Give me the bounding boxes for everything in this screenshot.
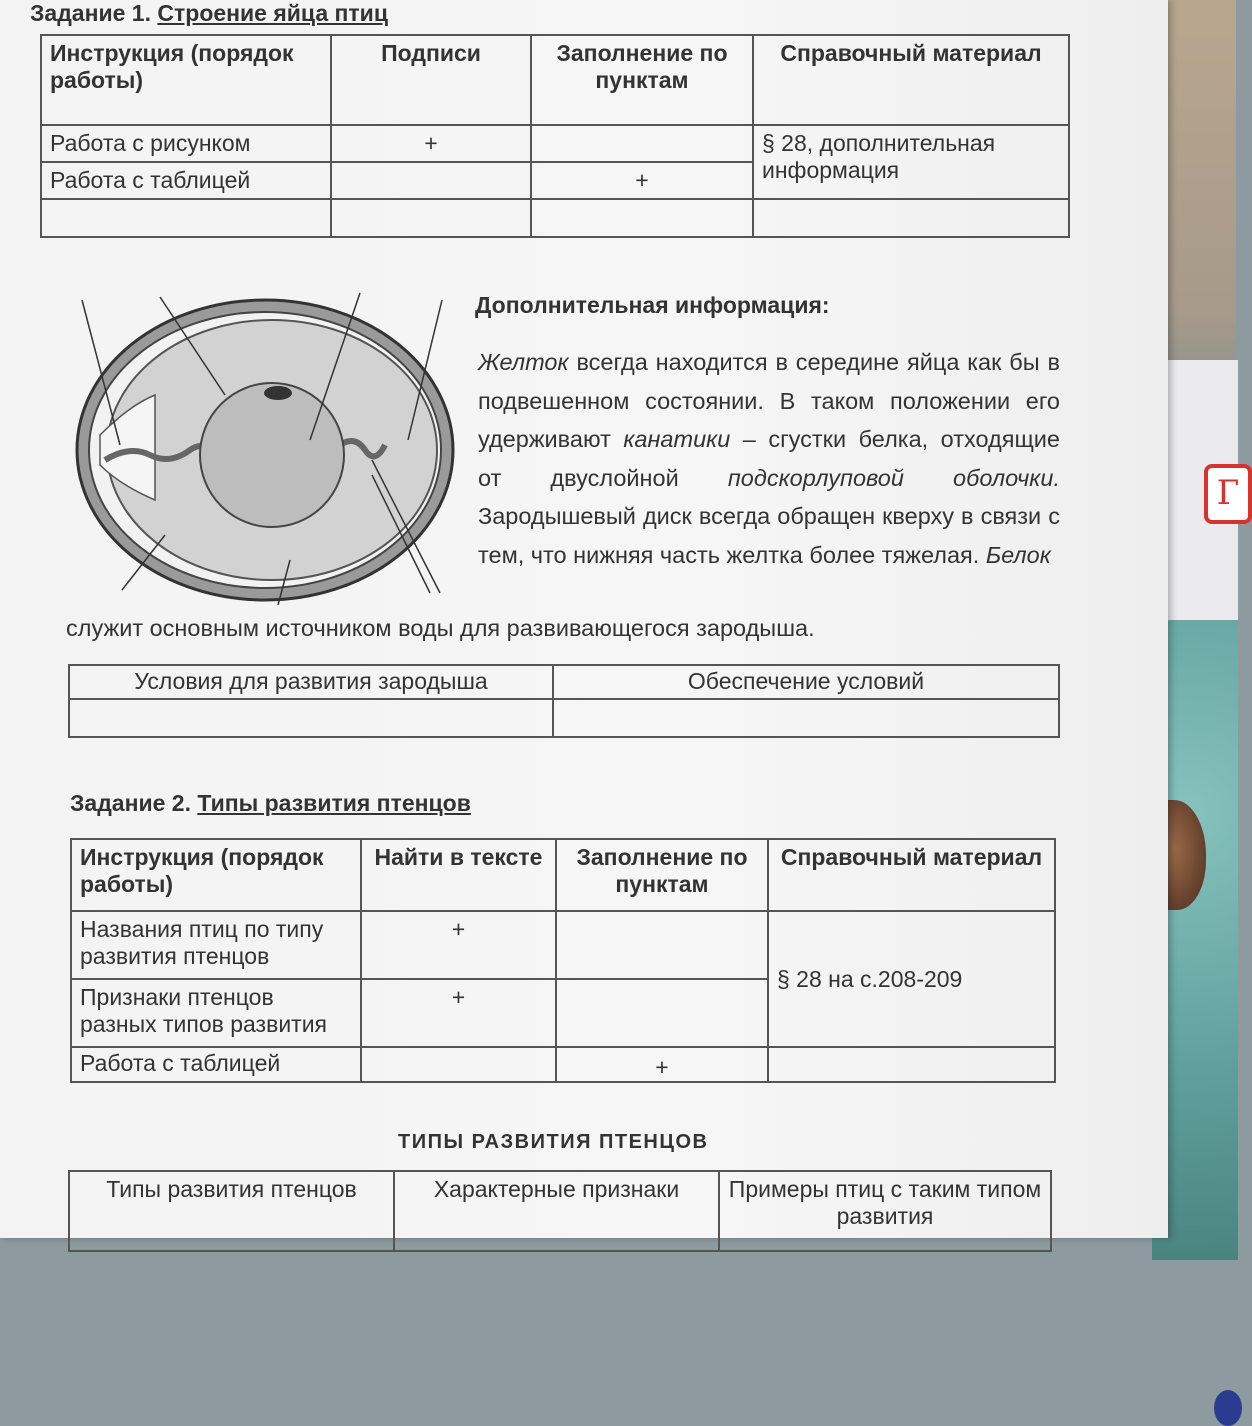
task1-header-labels: Подписи xyxy=(331,35,531,125)
egg-diagram xyxy=(60,285,460,615)
conditions-header-1: Обеспечение условий xyxy=(553,665,1059,699)
task2-header-fill: Заполнение по пунктам xyxy=(556,839,768,911)
task1-cell-0-2 xyxy=(531,125,753,162)
task1-header-reference: Справочный материал xyxy=(753,35,1069,125)
types-table xyxy=(68,1170,1052,1252)
yolk-term: Желток xyxy=(478,349,569,375)
task2-topic: Типы развития птенцов xyxy=(197,790,471,816)
types-header-1: Характерные признаки xyxy=(394,1171,719,1251)
task2-cell-2-3 xyxy=(768,1047,1055,1082)
conditions-cell-1 xyxy=(553,699,1059,737)
types-header-0: Типы развития птенцов xyxy=(69,1171,394,1251)
task2-cell-0-2 xyxy=(556,911,768,979)
conditions-table xyxy=(68,664,1060,738)
task2-label: Задание 2. xyxy=(70,790,191,816)
task1-cell-1-2: + xyxy=(531,162,753,199)
types-table-title: ТИПЫ РАЗВИТИЯ ПТЕНЦОВ xyxy=(398,1131,709,1153)
task2-cell-1-2 xyxy=(556,979,768,1047)
types-header-2: Примеры птиц с таким типом развития xyxy=(719,1171,1051,1251)
task2-header-instruction: Инструкция (порядок работы) xyxy=(71,839,361,911)
info-heading: Дополнительная информация: xyxy=(475,292,830,318)
egg-white-term: Белок xyxy=(985,541,1051,568)
blue-dot-picture xyxy=(1214,1390,1242,1426)
task1-label: Задание 1. xyxy=(30,0,151,26)
task1-cell-reference: § 28, дополнительная информация xyxy=(753,125,1069,199)
task1-header-instruction: Инструкция (порядок работы) xyxy=(41,35,331,125)
task2-cell-0-0: Названия птиц по типу развития птенцов xyxy=(71,911,361,979)
task2-cell-1-1: + xyxy=(361,979,556,1047)
task1-cell-2-3 xyxy=(753,199,1069,237)
task1-header-fill: Заполнение по пунктам xyxy=(531,35,753,125)
task2-table xyxy=(70,838,1056,1083)
info-paragraph: Желток всегда находится в середине яйца как бы в подвешенном состоянии. В таком положении его удерживают канатики – сгустки белка, отходящие от двуслойной подскорлуповой оболочки. Зародышевый диск всегда обращен кверху в связи с тем, что нижняя часть желтка более тяжелая. Белок xyxy=(478,349,1061,568)
book-logo-icon: Г xyxy=(1204,464,1252,524)
task1-cell-2-0 xyxy=(41,199,331,237)
germinal-disc xyxy=(264,386,292,400)
task2-cell-1-0: Признаки птенцов разных типов развития xyxy=(71,979,361,1047)
task2-cell-2-2: + xyxy=(556,1047,768,1082)
task2-header-reference: Справочный материал xyxy=(768,839,1055,911)
task2-title xyxy=(70,790,471,817)
task2-header-find: Найти в тексте xyxy=(361,839,556,911)
membrane-term: подскорлуповой оболочки. xyxy=(727,464,1061,491)
task2-cell-2-1 xyxy=(361,1047,556,1082)
task1-cell-1-0: Работа с таблицей xyxy=(41,162,331,199)
info-last-line: служит основным источником воды для развивающегося зародыша. xyxy=(66,615,815,641)
task1-table xyxy=(40,34,1070,238)
conditions-cell-0 xyxy=(69,699,553,737)
task1-cell-2-2 xyxy=(531,199,753,237)
conditions-header-0: Условия для развития зародыша xyxy=(69,665,553,699)
task1-cell-0-1: + xyxy=(331,125,531,162)
task1-cell-0-0: Работа с рисунком xyxy=(41,125,331,162)
task2-cell-2-0: Работа с таблицей xyxy=(71,1047,361,1082)
task2-cell-reference: § 28 на с.208-209 xyxy=(768,911,1055,1047)
task1-title xyxy=(30,0,388,27)
task2-cell-0-1: + xyxy=(361,911,556,979)
task1-cell-1-1 xyxy=(331,162,531,199)
task1-cell-2-1 xyxy=(331,199,531,237)
chalaza-term: канатики xyxy=(623,426,731,452)
task1-topic: Строение яйца птиц xyxy=(157,0,388,26)
